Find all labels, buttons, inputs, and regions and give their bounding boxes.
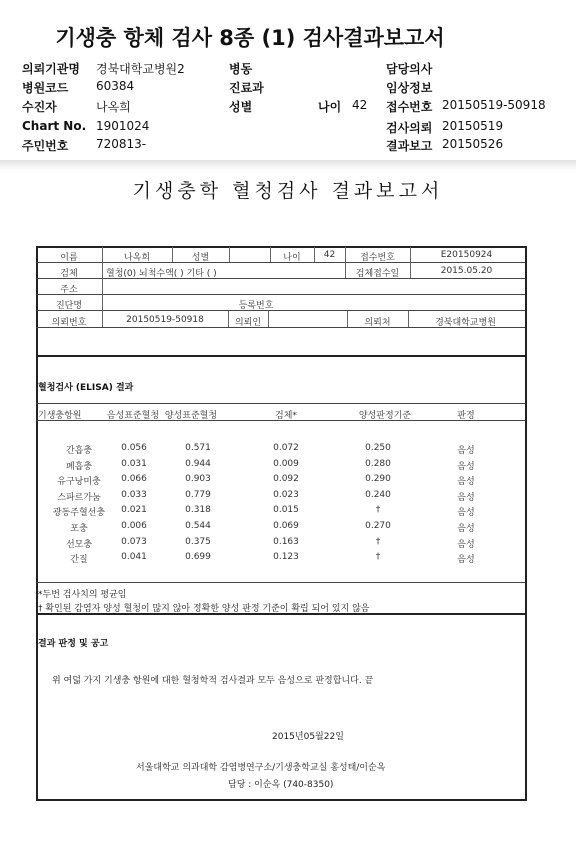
request-place-label: 의뢰처 xyxy=(364,318,391,328)
cell-criteria: † xyxy=(375,505,381,516)
cell-positive-od: 0.779 xyxy=(185,489,211,500)
request-label: 검사의뢰 xyxy=(386,121,433,135)
col-criteria-header: 양성판정기준 xyxy=(358,411,412,421)
receipt-value: E20150924 xyxy=(440,250,493,260)
cell-result: 음성 xyxy=(457,539,475,550)
cell-antigen: 간질 xyxy=(70,555,88,566)
document-title: 기생충학 혈청검사 결과보고서 xyxy=(132,180,444,202)
cell-specimen-od: 0.123 xyxy=(273,552,299,563)
report-date: 2015년05월22일 xyxy=(272,732,344,742)
cell-specimen-od: 0.023 xyxy=(273,489,299,500)
cell-criteria: † xyxy=(375,536,381,547)
hosp-code-label: 병원코드 xyxy=(22,81,69,95)
cell-specimen-od: 0.072 xyxy=(273,443,299,453)
receipt-label: 접수번호 xyxy=(360,253,395,263)
grid-line xyxy=(229,247,230,262)
age-label: 나이 xyxy=(283,253,301,263)
contact-line: 담당 : 이순옥 (740-8350) xyxy=(228,780,334,790)
col-antigen-header: 기생충항원 xyxy=(38,411,82,421)
hosp-code-value: 60384 xyxy=(96,79,135,93)
requester-label: 의뢰인 xyxy=(234,318,262,328)
req-org-value: 경북대학교병원2 xyxy=(96,62,185,76)
cell-positive-od: 0.318 xyxy=(185,505,211,516)
cell-specimen-od: 0.069 xyxy=(273,521,299,531)
age-value: 42 xyxy=(352,98,368,112)
request-no-value: 20150519-50918 xyxy=(126,315,204,325)
cell-criteria: 0.290 xyxy=(365,474,391,485)
col-specimen-header: 검체* xyxy=(275,411,297,421)
cell-positive-od: 0.375 xyxy=(185,536,211,547)
receipt-value: 20150519-50918 xyxy=(442,98,546,112)
clinical-label: 임상정보 xyxy=(386,81,433,95)
grid-line xyxy=(268,311,269,327)
cell-result: 음성 xyxy=(457,555,475,566)
cell-result: 음성 xyxy=(457,446,475,456)
age-value: 42 xyxy=(323,250,336,260)
ward-label: 병동 xyxy=(229,62,253,76)
cell-specimen-od: 0.092 xyxy=(273,474,299,485)
cell-negative-od: 0.066 xyxy=(121,474,147,485)
cell-positive-od: 0.544 xyxy=(185,521,211,531)
cell-result: 음성 xyxy=(457,477,475,488)
specimen-value: 혈청(0) 뇌척수액( ) 기타 ( ) xyxy=(106,269,217,279)
sex-label: 성별 xyxy=(191,253,210,263)
cell-criteria: 0.240 xyxy=(365,489,391,500)
specimen-date-value: 2015.05.20 xyxy=(440,266,493,276)
cell-negative-od: 0.006 xyxy=(121,521,147,531)
grid-line xyxy=(36,294,525,295)
request-no-label: 의뢰번호 xyxy=(51,318,87,328)
cell-negative-od: 0.033 xyxy=(121,489,147,500)
patient-label: 수진자 xyxy=(22,100,57,114)
cell-antigen: 유구낭미충 xyxy=(57,477,101,488)
chart-value: 1901024 xyxy=(96,119,150,133)
footnote-average: *두번 검사치의 평균임 xyxy=(38,590,127,600)
specimen-date-label: 검체접수일 xyxy=(355,269,400,279)
address-label: 주소 xyxy=(60,285,78,295)
request-place-value: 경북대학교병원 xyxy=(435,318,496,328)
cell-criteria: † xyxy=(375,552,381,563)
col-result-header: 판정 xyxy=(457,411,475,421)
cell-positive-od: 0.903 xyxy=(185,474,211,485)
cell-result: 음성 xyxy=(457,524,475,534)
report-value: 20150526 xyxy=(442,137,504,151)
specimen-label: 검체 xyxy=(60,269,78,279)
cell-antigen: 스파르가눔 xyxy=(57,492,101,503)
cell-antigen: 폐흡충 xyxy=(65,461,93,472)
cell-criteria: 0.280 xyxy=(365,458,391,469)
cell-antigen: 포충 xyxy=(70,524,88,534)
cell-result: 음성 xyxy=(457,508,475,519)
chart-label: Chart No. xyxy=(22,119,87,133)
cell-result: 음성 xyxy=(457,492,475,503)
footnote-criteria: † 확인된 감염자 양성 혈청이 많지 않아 정확한 양성 판정 기준이 확립 되어 있지 않음 xyxy=(38,604,370,614)
cell-specimen-od: 0.009 xyxy=(273,458,299,469)
cell-positive-od: 0.571 xyxy=(185,443,211,453)
name-value: 나옥희 xyxy=(123,253,151,263)
cell-negative-od: 0.021 xyxy=(121,505,147,516)
receipt-label: 접수번호 xyxy=(386,100,433,114)
req-org-label: 의뢰기관명 xyxy=(22,62,80,76)
cell-antigen: 선모충 xyxy=(65,539,93,550)
doctor-label: 담당의사 xyxy=(386,62,433,76)
cell-result: 음성 xyxy=(457,461,475,472)
rrn-label: 주민번호 xyxy=(22,139,69,153)
name-label: 이름 xyxy=(60,253,78,263)
cell-criteria: 0.250 xyxy=(365,443,391,453)
cell-criteria: 0.270 xyxy=(365,521,391,531)
grid-line xyxy=(36,582,525,583)
rrn-value: 720813- xyxy=(96,137,147,151)
cell-antigen: 간흡충 xyxy=(65,446,93,456)
institution-line: 서울대학교 의과대학 감염병연구소/기생충학교실 홍성태/이순옥 xyxy=(136,763,386,773)
cell-specimen-od: 0.163 xyxy=(273,536,299,547)
diagnosis-label: 진단명 xyxy=(55,301,83,311)
cell-negative-od: 0.041 xyxy=(121,552,147,563)
cell-positive-od: 0.944 xyxy=(185,458,211,469)
conclusion-title: 결과 판정 및 공고 xyxy=(38,639,109,649)
cell-negative-od: 0.031 xyxy=(121,458,147,469)
patient-value: 나옥희 xyxy=(96,100,131,114)
report-label: 결과보고 xyxy=(386,139,433,153)
grid-line xyxy=(36,355,525,357)
cell-antigen: 광동주혈선충 xyxy=(52,508,106,519)
cell-positive-od: 0.699 xyxy=(185,552,211,563)
conclusion-text: 위 여덟 가지 기생충 항원에 대한 혈청학적 검사결과 모두 음성으로 판정합니다. 끝 xyxy=(52,676,374,686)
grid-line xyxy=(36,403,525,404)
request-value: 20150519 xyxy=(442,119,504,133)
page-separator xyxy=(0,160,576,170)
cell-negative-od: 0.056 xyxy=(121,443,147,453)
report-title: 기생충 항체 검사 8종 (1) 검사결과보고서 xyxy=(55,26,445,50)
col-positive-header: 양성표준혈청 xyxy=(164,411,218,421)
elisa-title: 혈청검사 (ELISA) 결과 xyxy=(38,383,134,393)
col-negative-header: 음성표준혈청 xyxy=(106,411,160,421)
cell-negative-od: 0.073 xyxy=(121,536,147,547)
dept-label: 진료과 xyxy=(229,81,264,95)
cell-specimen-od: 0.015 xyxy=(273,505,299,516)
sex-label: 성별 xyxy=(229,100,253,114)
registration-label: 등록번호 xyxy=(238,301,274,311)
age-label: 나이 xyxy=(318,100,342,114)
